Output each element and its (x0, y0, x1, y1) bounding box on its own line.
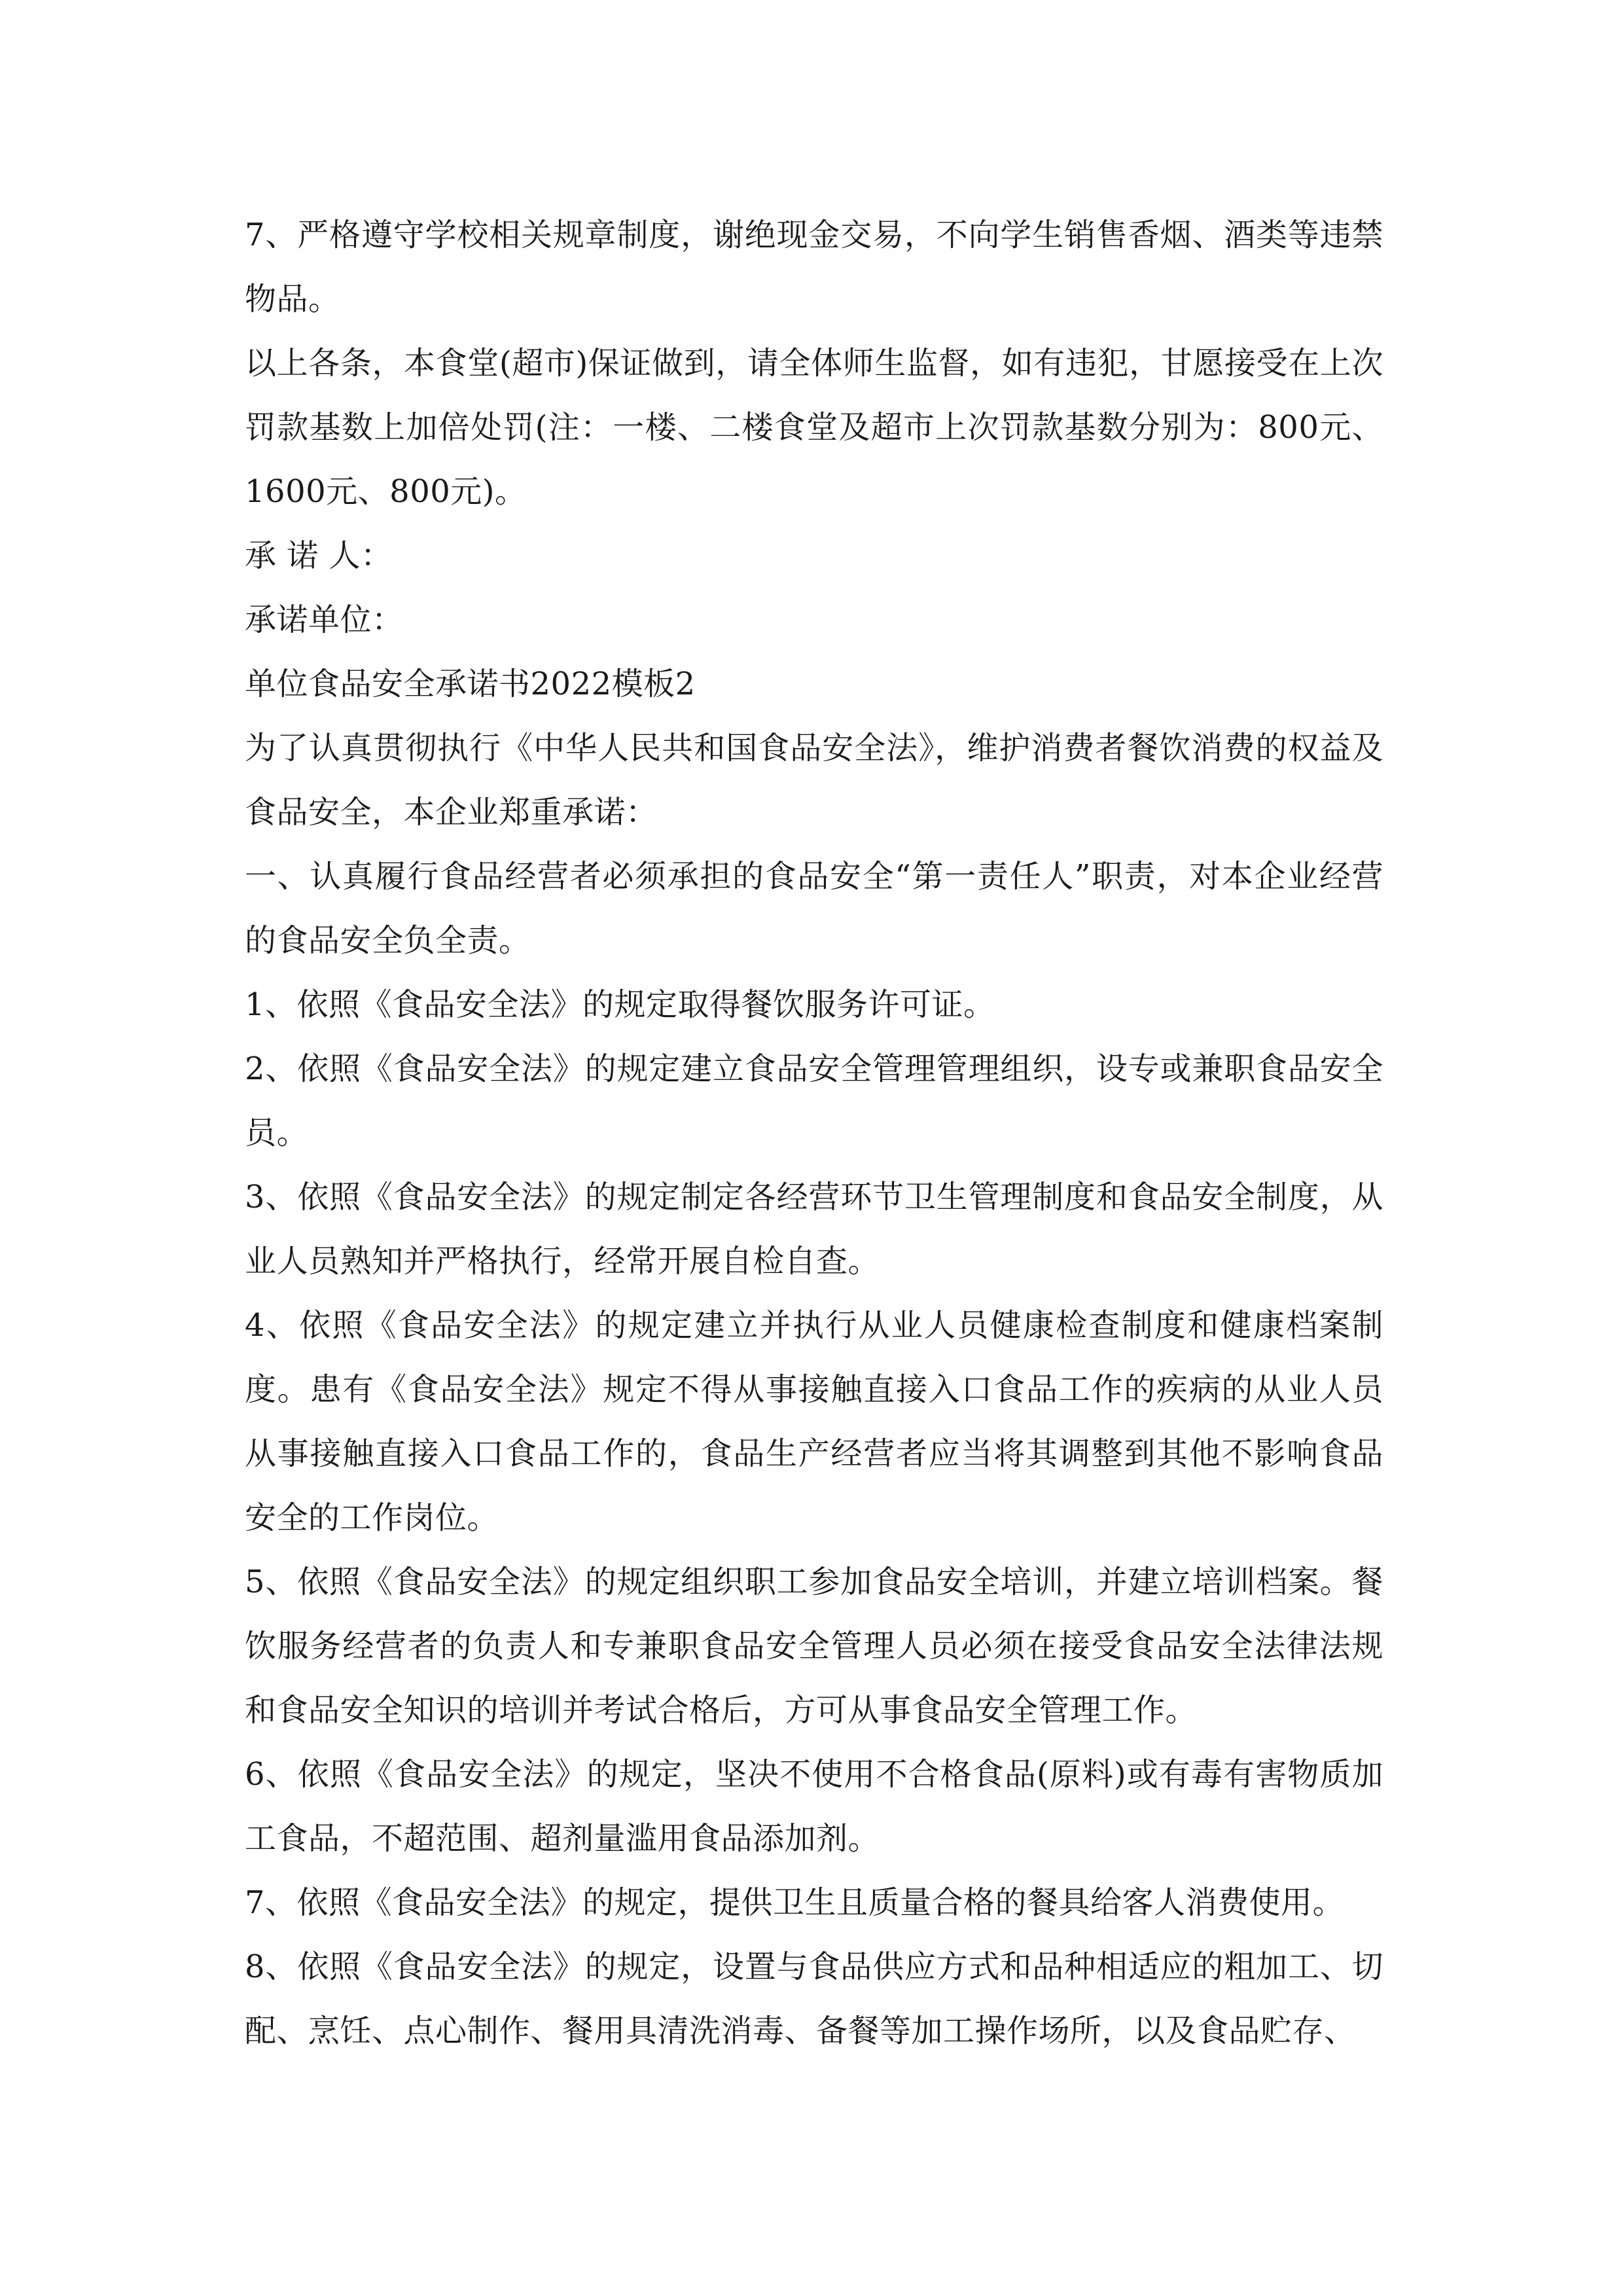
paragraph-intro: 为了认真贯彻执行《中华人民共和国食品安全法》，维护消费者餐饮消费的权益及食品安全，本企业郑重承诺： (245, 730, 1383, 831)
paragraph-item-7: 7、依照《食品安全法》的规定，提供卫生且质量合格的餐具给客人消费使用。 (245, 1884, 1345, 1921)
paragraph-rule-7-school: 7、严格遵守学校相关规章制度，谢绝现金交易，不向学生销售香烟、酒类等违禁物品。 (245, 217, 1383, 317)
paragraph-item-4: 4、依照《食品安全法》的规定建立并执行从业人员健康检查制度和健康档案制度。患有《食品安全法》规定不得从事接触直接入口食品工作的疾病的从业人员从事接触直接入口食品工作的，食品生产经营者应当将其调整到其他不影响食品安全的工作岗位。 (245, 1307, 1383, 1536)
paragraph-section-one: 一、认真履行食品经营者必须承担的食品安全“第一责任人”职责，对本企业经营的食品安全负全责。 (245, 858, 1383, 959)
paragraph-penalty-statement: 以上各条，本食堂(超市)保证做到，请全体师生监督，如有违犯，甘愿接受在上次罚款基数上加倍处罚(注：一楼、二楼食堂及超市上次罚款基数分别为：800元、1600元、800元)。 (245, 345, 1383, 510)
paragraph-item-8: 8、依照《食品安全法》的规定，设置与食品供应方式和品种相适应的粗加工、切配、烹饪、点心制作、餐用具清洗消毒、备餐等加工操作场所，以及食品贮存、 (245, 1948, 1383, 2049)
section-title-template-2: 单位食品安全承诺书2022模板2 (245, 666, 696, 702)
paragraph-item-3: 3、依照《食品安全法》的规定制定各经营环节卫生管理制度和食品安全制度，从业人员熟知并严格执行，经常开展自检自查。 (245, 1179, 1383, 1280)
paragraph-promisor: 承 诺 人： (245, 537, 393, 574)
paragraph-item-1: 1、依照《食品安全法》的规定取得餐饮服务许可证。 (245, 986, 995, 1023)
document-body (245, 203, 1383, 2063)
paragraph-item-2: 2、依照《食品安全法》的规定建立食品安全管理管理组织，设专或兼职食品安全员。 (245, 1050, 1383, 1151)
paragraph-item-6: 6、依照《食品安全法》的规定，坚决不使用不合格食品(原料)或有毒有害物质加工食品，不超范围、超剂量滥用食品添加剂。 (245, 1756, 1383, 1857)
paragraph-item-5: 5、依照《食品安全法》的规定组织职工参加食品安全培训，并建立培训档案。餐饮服务经营者的负责人和专兼职食品安全管理人员必须在接受食品安全法律法规和食品安全知识的培训并考试合格后，方可从事食品安全管理工作。 (245, 1564, 1383, 1729)
paragraph-promisor-unit: 承诺单位： (245, 601, 404, 638)
